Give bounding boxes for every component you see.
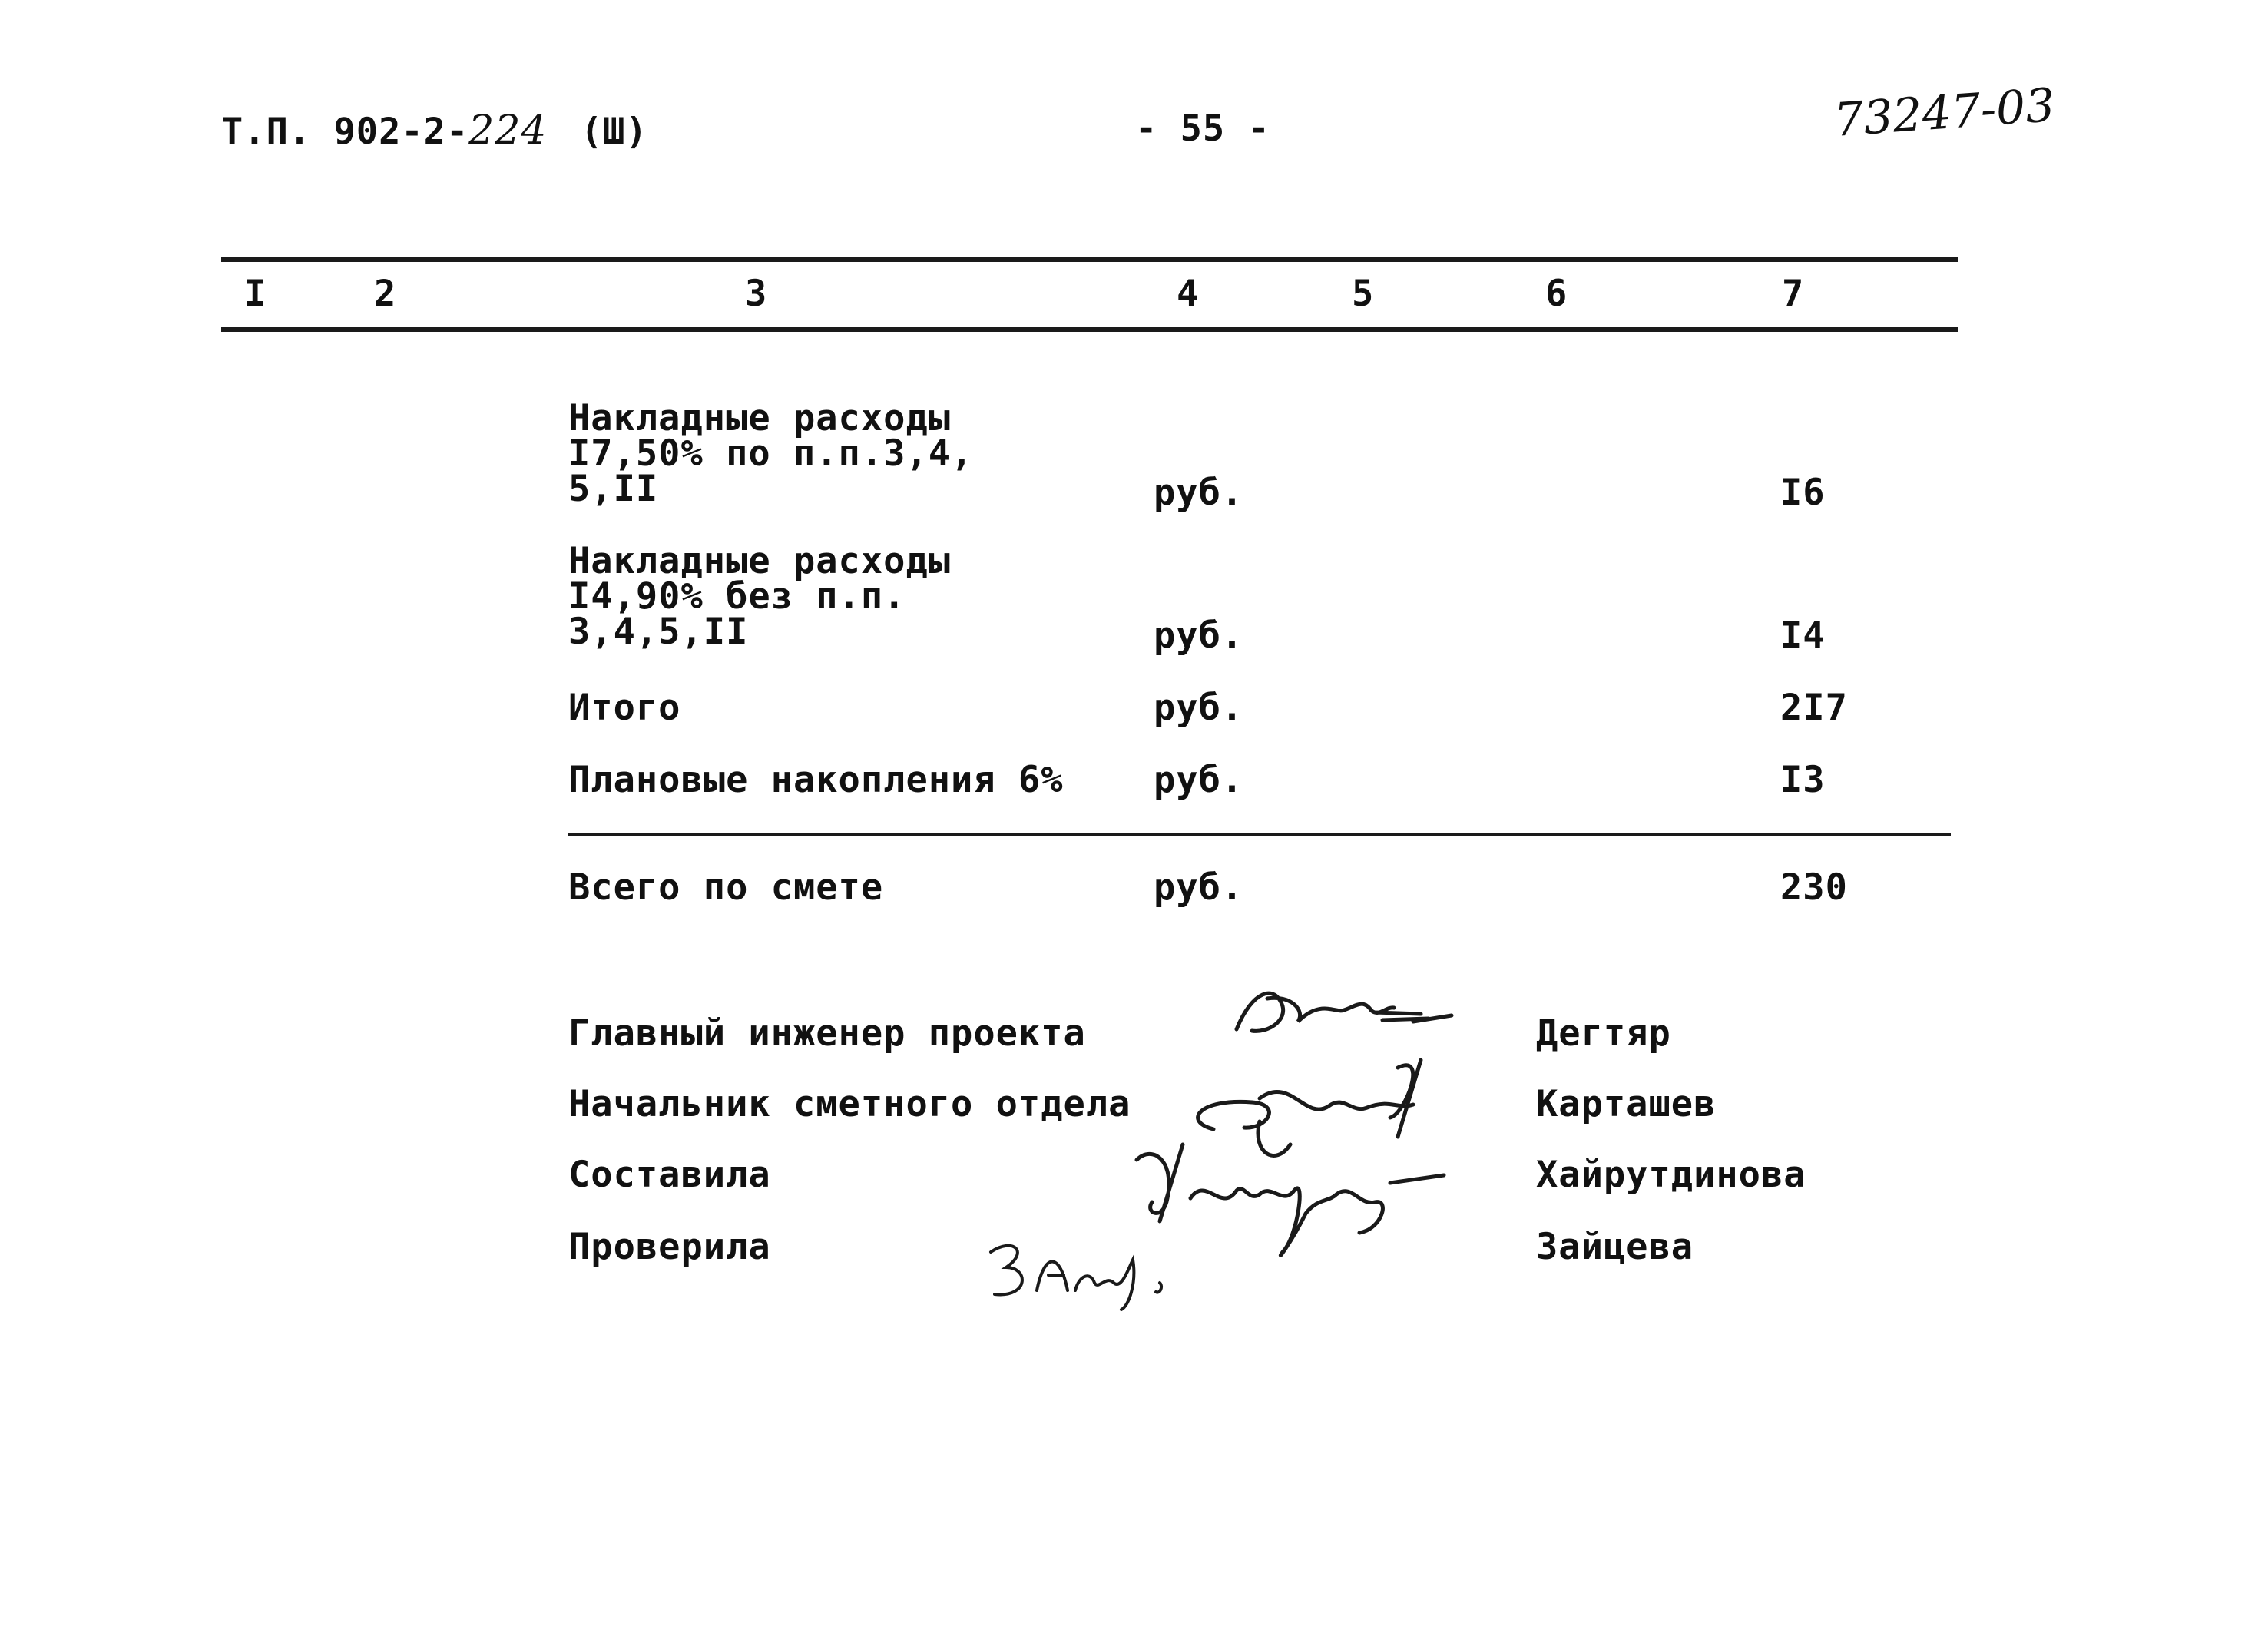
project-code-typed: Т.П. 902-2- xyxy=(221,111,469,153)
signature-role: Проверила xyxy=(568,1226,771,1268)
column-header: I xyxy=(244,273,267,315)
total-unit: руб. xyxy=(1154,866,1244,909)
table-row-value: I6 xyxy=(1780,472,1826,514)
signature-person: Карташев xyxy=(1536,1083,1717,1125)
table-row-unit: руб. xyxy=(1154,759,1244,801)
table-row-name: Плановые накопления 6% xyxy=(568,759,1064,801)
handwritten-signature xyxy=(975,1229,1190,1313)
column-header: 2 xyxy=(374,273,397,315)
table-row-name: Накладные расходы I7,50% по п.п.3,4, 5,II xyxy=(568,397,974,510)
total-rule xyxy=(568,833,1951,836)
table-row-unit: руб. xyxy=(1154,687,1244,729)
table-top-rule xyxy=(221,257,1958,262)
total-value: 230 xyxy=(1780,866,1848,909)
signature-person: Хайрутдинова xyxy=(1536,1154,1806,1196)
table-row-name: Накладные расходы I4,90% без п.п. 3,4,5,II xyxy=(568,540,952,653)
project-code-handwritten: 224 xyxy=(468,108,548,154)
signature-person: Зайцева xyxy=(1536,1226,1694,1268)
archive-number: 73247-03 xyxy=(1832,78,2057,147)
project-code-suffix: (Ш) xyxy=(580,111,648,153)
column-header: 5 xyxy=(1352,273,1375,315)
signature-role: Составила xyxy=(568,1154,771,1196)
table-header-bottom-rule xyxy=(221,327,1958,332)
table-row-unit: руб. xyxy=(1154,472,1244,514)
column-header: 4 xyxy=(1177,273,1200,315)
table-row-value: 2I7 xyxy=(1780,687,1848,729)
signature-role: Начальник сметного отдела xyxy=(568,1083,1131,1125)
signature-role: Главный инженер проекта xyxy=(568,1012,1086,1055)
page-number: - 55 - xyxy=(1135,108,1270,150)
total-name: Всего по смете xyxy=(568,866,884,909)
table-row-value: I4 xyxy=(1780,614,1826,657)
column-header: 3 xyxy=(745,273,768,315)
signature-person: Дегтяр xyxy=(1536,1012,1671,1055)
table-row-value: I3 xyxy=(1780,759,1826,801)
project-code xyxy=(221,108,648,154)
table-row-name: Итого xyxy=(568,687,681,729)
column-header: 7 xyxy=(1782,273,1805,315)
table-row-unit: руб. xyxy=(1154,614,1244,657)
column-header: 6 xyxy=(1545,273,1568,315)
